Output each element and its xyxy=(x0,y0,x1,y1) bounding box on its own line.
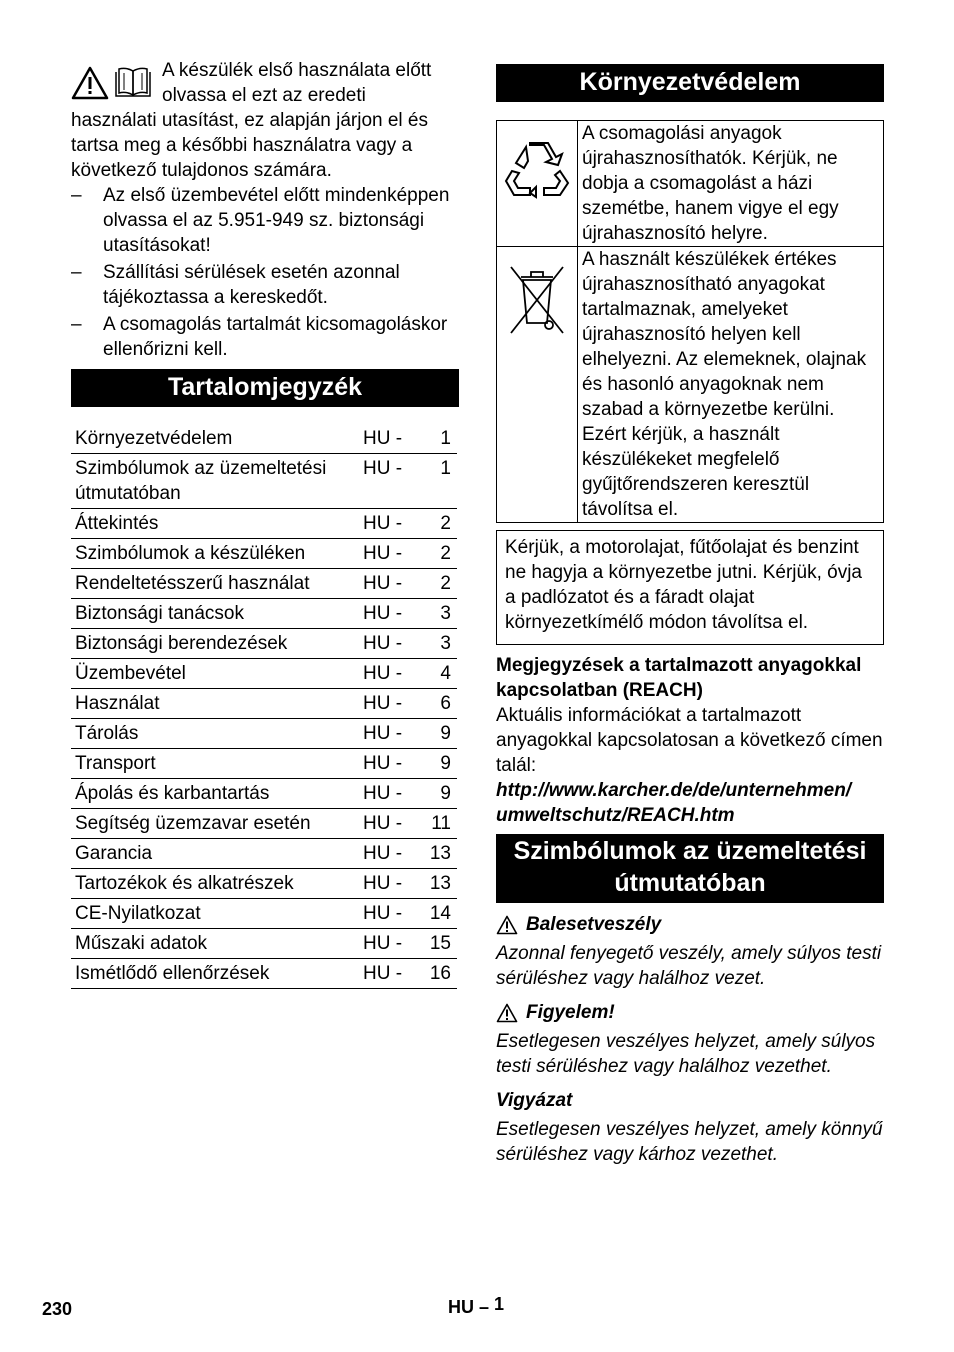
toc-row[interactable] xyxy=(71,689,457,719)
env-row-recycle xyxy=(497,121,884,247)
oil-note-text: Kérjük, a motorolajat, fűtőolajat és benzint ne hagyja a környezetbe jutni. Kérjük, óvja a padlózatot és a fáradt olajat környezetkímélő módon távolítsa el. xyxy=(505,537,862,633)
toc-table xyxy=(71,424,457,989)
recycle-text: A csomagolási anyagok újrahasznosíthatók. Kérjük, ne dobja a csomagolást a házi szemétbe, hanem vigye el egy újrahasznosító helyre. xyxy=(578,121,884,247)
symbols-heading-line-2: útmutatóban xyxy=(614,869,766,897)
reach-text: Aktuális információkat a tartalmazott anyagokkal kapcsolatosan a következő címen talál: xyxy=(496,705,883,776)
toc-row-page: 13 xyxy=(415,839,457,869)
toc-row-title: Biztonsági berendezések xyxy=(71,629,363,659)
crossed-bin-icon xyxy=(507,261,567,337)
toc-row[interactable] xyxy=(71,749,457,779)
toc-row-page: 13 xyxy=(415,869,457,899)
warning-text: Esetlegesen veszélyes helyzet, amely súlyos testi sérüléshez vagy halálhoz vezethet. xyxy=(496,1031,876,1077)
left-column xyxy=(71,58,459,989)
toc-row-title: Tartozékok és alkatrészek xyxy=(71,869,363,899)
toc-row-title: Használat xyxy=(71,689,363,719)
intro-bullet: – A csomagolás tartalmát kicsomagoláskor ellenőrizni kell. xyxy=(71,312,459,362)
warning-title-row xyxy=(496,1000,884,1025)
toc-row[interactable] xyxy=(71,839,457,869)
toc-row-chapter: HU - xyxy=(363,959,415,989)
toc-row-chapter: HU - xyxy=(363,809,415,839)
toc-row[interactable] xyxy=(71,599,457,629)
manual-book-icon xyxy=(113,66,153,100)
footer-page-number: 230 xyxy=(42,1299,73,1319)
toc-row-title: Környezetvédelem xyxy=(71,424,363,454)
toc-row-page: 2 xyxy=(415,569,457,599)
danger-title-row xyxy=(496,912,884,937)
intro-first-lines xyxy=(162,58,431,108)
reach-url-line-1[interactable]: http://www.karcher.de/de/unternehmen/ xyxy=(496,780,852,801)
toc-row-chapter: HU - xyxy=(363,454,415,509)
toc-row-title: Rendeltetésszerű használat xyxy=(71,569,363,599)
toc-row-chapter: HU - xyxy=(363,779,415,809)
toc-row-page: 16 xyxy=(415,959,457,989)
right-column xyxy=(496,58,884,1167)
footer-lang-page xyxy=(448,1295,504,1320)
reach-url-line-2[interactable]: umweltschutz/REACH.htm xyxy=(496,805,735,826)
toc-row[interactable] xyxy=(71,869,457,899)
intro-text: használati utasítást, ez alapján járjon el és tartsa meg a későbbi használatra vagy a következő tulajdonos számára. xyxy=(71,110,428,181)
toc-row-title: Biztonsági tanácsok xyxy=(71,599,363,629)
toc-row[interactable] xyxy=(71,424,457,454)
toc-row-page: 1 xyxy=(415,454,457,509)
intro-icons xyxy=(71,66,153,100)
toc-row[interactable] xyxy=(71,454,457,509)
toc-row-title: CE-Nyilatkozat xyxy=(71,899,363,929)
toc-row[interactable] xyxy=(71,809,457,839)
caution-text: Esetlegesen veszélyes helyzet, amely könnyű sérüléshez vagy kárhoz vezethet. xyxy=(496,1119,883,1165)
toc-row-page: 2 xyxy=(415,539,457,569)
intro-bullet-list xyxy=(71,183,459,362)
toc-row[interactable] xyxy=(71,899,457,929)
intro-bullet: – Szállítási sérülések esetén azonnal tájékoztassa a kereskedőt. xyxy=(71,260,459,310)
toc-row-page: 11 xyxy=(415,809,457,839)
warning-triangle-icon xyxy=(496,1003,518,1023)
symbols-heading-line-1: Szimbólumok az üzemeltetési xyxy=(513,837,867,865)
toc-row[interactable] xyxy=(71,929,457,959)
toc-row-title: Garancia xyxy=(71,839,363,869)
reach-title: Megjegyzések a tartalmazott anyagokkal kapcsolatban (REACH) xyxy=(496,655,862,701)
toc-row-page: 4 xyxy=(415,659,457,689)
footer-sub-page: 1 xyxy=(494,1294,505,1314)
intro-bullet: – Az első üzembevétel előtt mindenképpen olvassa el az 5.951-949 sz. biztonsági utasításokat! xyxy=(71,183,459,258)
toc-row-title: Műszaki adatok xyxy=(71,929,363,959)
toc-row-title: Transport xyxy=(71,749,363,779)
toc-row-page: 9 xyxy=(415,779,457,809)
toc-row-chapter: HU - xyxy=(363,424,415,454)
toc-row-chapter: HU - xyxy=(363,569,415,599)
toc-row-title: Ismétlődő ellenőrzések xyxy=(71,959,363,989)
toc-row-chapter: HU - xyxy=(363,839,415,869)
toc-heading: Tartalomjegyzék xyxy=(71,369,459,407)
toc-row[interactable] xyxy=(71,779,457,809)
toc-row-page: 3 xyxy=(415,629,457,659)
env-table xyxy=(496,120,884,523)
weee-icon-cell xyxy=(497,247,578,523)
toc-row-chapter: HU - xyxy=(363,599,415,629)
warning-triangle-icon xyxy=(496,915,518,935)
env-heading: Környezetvédelem xyxy=(496,64,884,102)
toc-row-chapter: HU - xyxy=(363,659,415,689)
footer-dash: – xyxy=(479,1297,490,1317)
toc-row-title: Ápolás és karbantartás xyxy=(71,779,363,809)
toc-row[interactable] xyxy=(71,539,457,569)
symbols-heading xyxy=(496,834,884,903)
toc-row-title: Üzembevétel xyxy=(71,659,363,689)
toc-row-title: Tárolás xyxy=(71,719,363,749)
toc-row-title: Segítség üzemzavar esetén xyxy=(71,809,363,839)
reach-section xyxy=(496,653,884,828)
toc-row-chapter: HU - xyxy=(363,689,415,719)
toc-row-title: Szimbólumok az üzemeltetési útmutatóban xyxy=(71,454,363,509)
toc-row[interactable] xyxy=(71,959,457,989)
warning-triangle-icon xyxy=(71,66,109,100)
intro-line-2: olvassa el ezt az eredeti xyxy=(162,85,366,106)
oil-note-box xyxy=(496,530,884,645)
toc-row-page: 9 xyxy=(415,749,457,779)
toc-row-page: 9 xyxy=(415,719,457,749)
toc-row-chapter: HU - xyxy=(363,869,415,899)
toc-row-title: Áttekintés xyxy=(71,509,363,539)
caution-title: Vigyázat xyxy=(496,1090,573,1111)
env-row-weee xyxy=(497,247,884,523)
toc-row-chapter: HU - xyxy=(363,629,415,659)
toc-row-page: 2 xyxy=(415,509,457,539)
toc-row-page: 1 xyxy=(415,424,457,454)
toc-row-chapter: HU - xyxy=(363,509,415,539)
intro-header xyxy=(71,58,459,108)
toc-row[interactable] xyxy=(71,629,457,659)
toc-row[interactable] xyxy=(71,719,457,749)
danger-text: Azonnal fenyegető veszély, amely súlyos testi sérüléshez vagy halálhoz vezet. xyxy=(496,943,882,989)
weee-text: A használt készülékek értékes újrahasznosítható anyagokat tartalmaznak, amelyeket újrahasznosító helyen kell elhelyezni. Az elemeknek, olajnak és hasonló anyagoknak nem szabad a környezetbe kerülni. Ezért kérjük, a használt készülékeket megfelelő gyűjtőrendszeren keresztül távolítsa el. xyxy=(578,247,884,523)
recycle-icon xyxy=(500,135,574,209)
footer-lang: HU xyxy=(448,1297,474,1317)
toc-row-title: Szimbólumok a készüléken xyxy=(71,539,363,569)
toc-row-chapter: HU - xyxy=(363,719,415,749)
toc-row[interactable] xyxy=(71,569,457,599)
toc-row-page: 3 xyxy=(415,599,457,629)
caution-title-row xyxy=(496,1088,884,1113)
intro-line-1: A készülék első használata előtt xyxy=(162,60,432,81)
danger-title: Balesetveszély xyxy=(526,914,662,935)
warning-title: Figyelem! xyxy=(526,1002,615,1023)
toc-row-page: 14 xyxy=(415,899,457,929)
recycle-icon-cell xyxy=(497,121,578,247)
toc-row-page: 15 xyxy=(415,929,457,959)
toc-row-chapter: HU - xyxy=(363,749,415,779)
toc-row-page: 6 xyxy=(415,689,457,719)
toc-row-chapter: HU - xyxy=(363,539,415,569)
toc-row[interactable] xyxy=(71,509,457,539)
toc-row-chapter: HU - xyxy=(363,899,415,929)
toc-row[interactable] xyxy=(71,659,457,689)
toc-row-chapter: HU - xyxy=(363,929,415,959)
